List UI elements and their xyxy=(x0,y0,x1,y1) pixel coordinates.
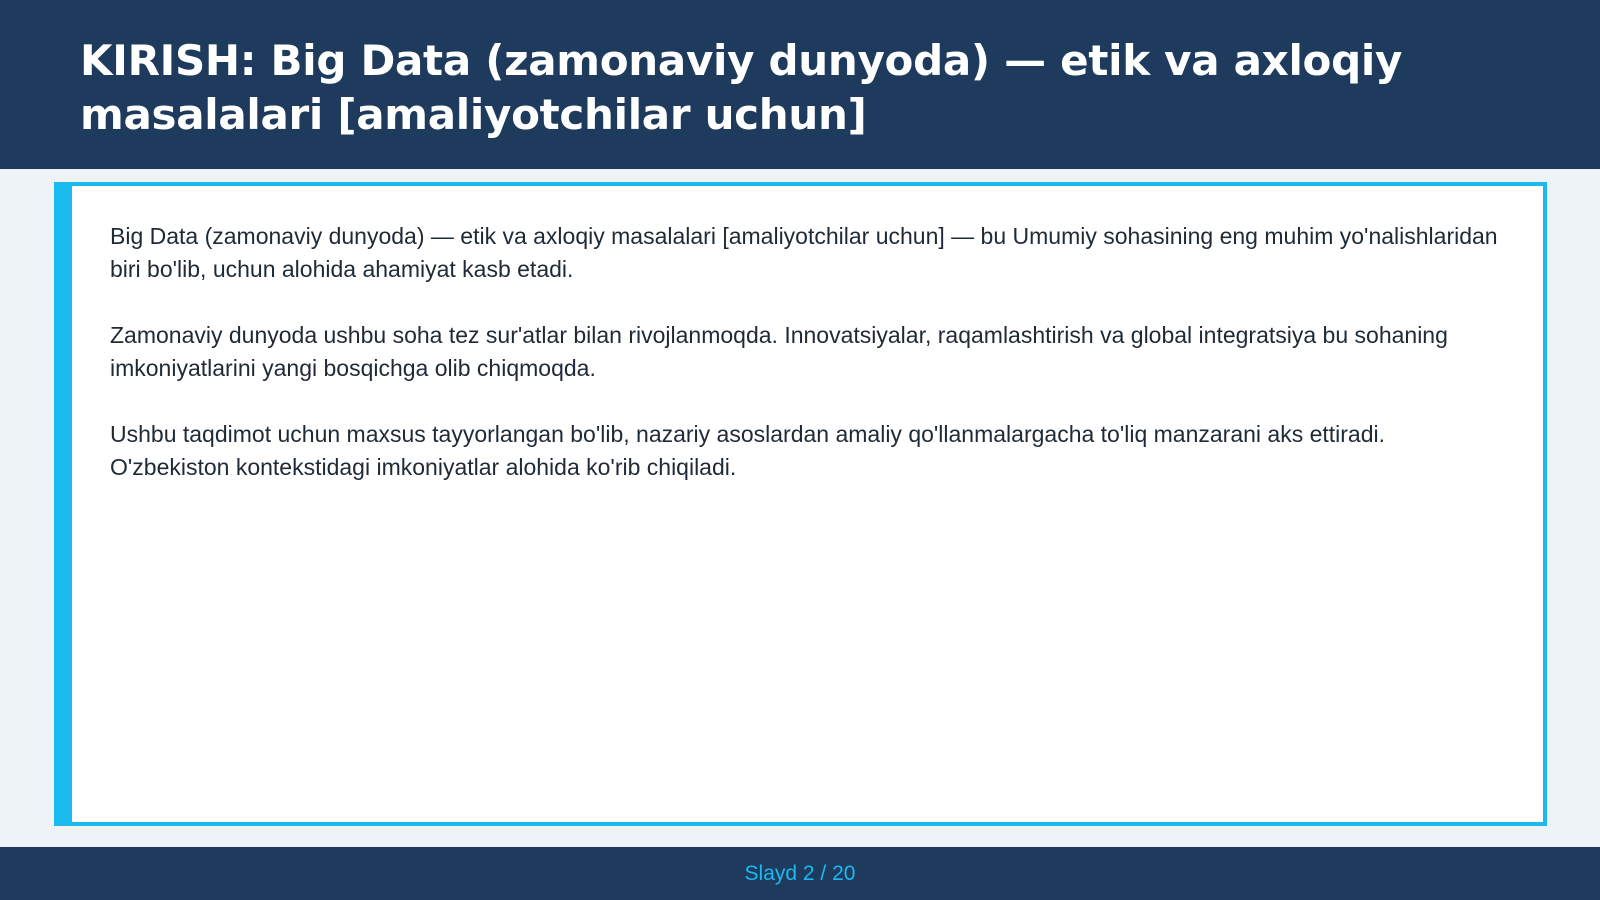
content-paragraph: Ushbu taqdimot uchun maxsus tayyorlangan bo'lib, nazariy asoslardan amaliy qo'llanmalargacha to'liq manzarani aks ettiradi. O'zbekiston kontekstidagi imkoniyatlar alohida ko'rib chiqiladi. xyxy=(110,421,1386,480)
slide-counter: Slayd 2 / 20 xyxy=(744,861,856,885)
content-paragraph: Zamonaviy dunyoda ushbu soha tez sur'atlar bilan rivojlanmoqda. Innovatsiyalar, raqamlashtirish va global integratsiya bu sohaning imkoniyatlarini yangi bosqichga olib chiqmoqda. xyxy=(110,322,1448,381)
slide-footer xyxy=(0,847,1600,900)
slide-title: KIRISH: Big Data (zamonaviy dunyoda) — etik va axloqiy masalalari [amaliyotchilar uchun] xyxy=(80,36,1403,139)
content-card xyxy=(54,182,1547,826)
slide-header xyxy=(0,0,1600,169)
content-paragraph: Big Data (zamonaviy dunyoda) — etik va axloqiy masalalari [amaliyotchilar uchun] — bu Umumiy sohasining eng muhim yo'nalishlaridan biri bo'lib, uchun alohida ahamiyat kasb etadi. xyxy=(110,223,1498,282)
